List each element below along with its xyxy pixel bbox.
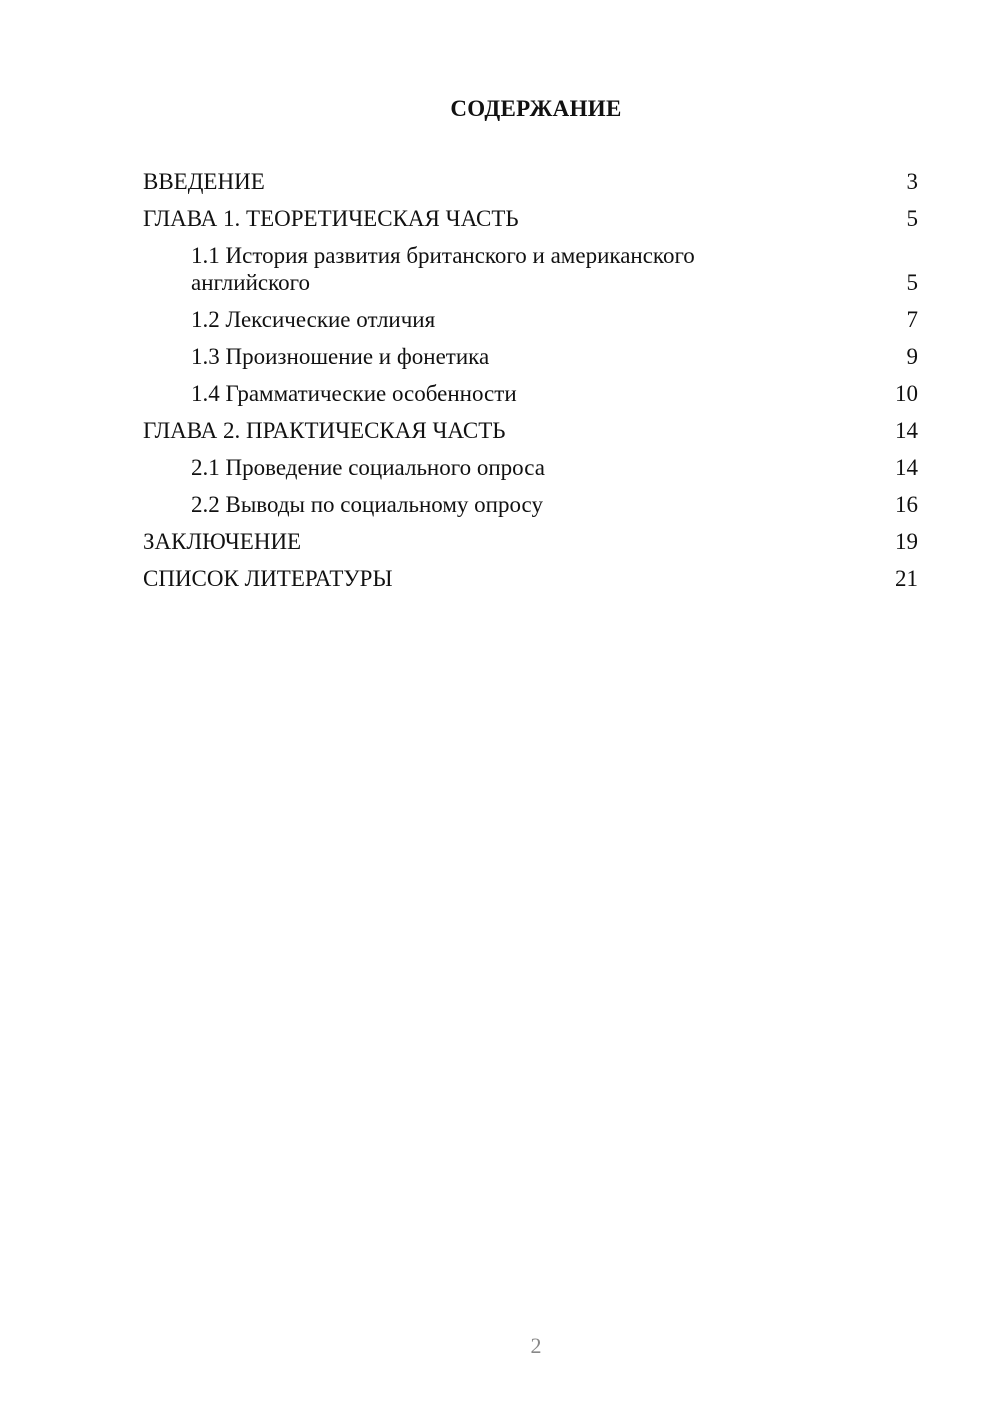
toc-entry-title: 1.4 Грамматические особенности [191,381,517,406]
toc-entry-introduction[interactable] [143,168,918,195]
toc-entry-references[interactable] [143,565,918,592]
toc-entry-section-1-2[interactable] [143,306,918,333]
toc-entry-title: СПИСОК ЛИТЕРАТУРЫ [143,566,393,591]
toc-entry-page: 9 [906,344,918,369]
toc-entry-chapter-2[interactable] [143,417,918,444]
toc-entry-title: ВВЕДЕНИЕ [143,169,265,194]
toc-entry-page: 19 [895,529,918,554]
toc-entry-title: 1.3 Произношение и фонетика [191,344,490,369]
toc-entry-title: 1.1 История развития британского и американского английского [191,243,695,295]
toc-entry-section-2-1[interactable] [143,454,918,481]
table-of-contents [143,168,918,602]
toc-entry-title: ЗАКЛЮЧЕНИЕ [143,529,302,554]
toc-entry-title: ГЛАВА 1. ТЕОРЕТИЧЕСКАЯ ЧАСТЬ [143,206,519,231]
toc-entry-title: 2.1 Проведение социального опроса [191,455,545,480]
page-title: СОДЕРЖАНИЕ [450,96,622,121]
toc-entry-conclusion[interactable] [143,528,918,555]
toc-entry-section-1-4[interactable] [143,380,918,407]
toc-entry-page: 16 [895,492,918,517]
toc-entry-page: 5 [906,270,918,295]
toc-entry-page: 14 [895,418,918,443]
toc-entry-section-2-2[interactable] [143,491,918,518]
toc-entry-page: 21 [895,566,918,591]
toc-entry-page: 5 [906,206,918,231]
toc-entry-section-1-3[interactable] [143,343,918,370]
toc-entry-page: 14 [895,455,918,480]
toc-entry-title: ГЛАВА 2. ПРАКТИЧЕСКАЯ ЧАСТЬ [143,418,506,443]
toc-entry-page: 7 [906,307,918,332]
toc-entry-page: 3 [906,169,918,194]
toc-entry-page: 10 [895,381,918,406]
toc-entry-chapter-1[interactable] [143,205,918,232]
page-number: 2 [530,1333,542,1358]
toc-entry-title: 2.2 Выводы по социальному опросу [191,492,543,517]
toc-entry-title: 1.2 Лексические отличия [191,307,436,332]
toc-entry-section-1-1[interactable] [143,242,918,296]
